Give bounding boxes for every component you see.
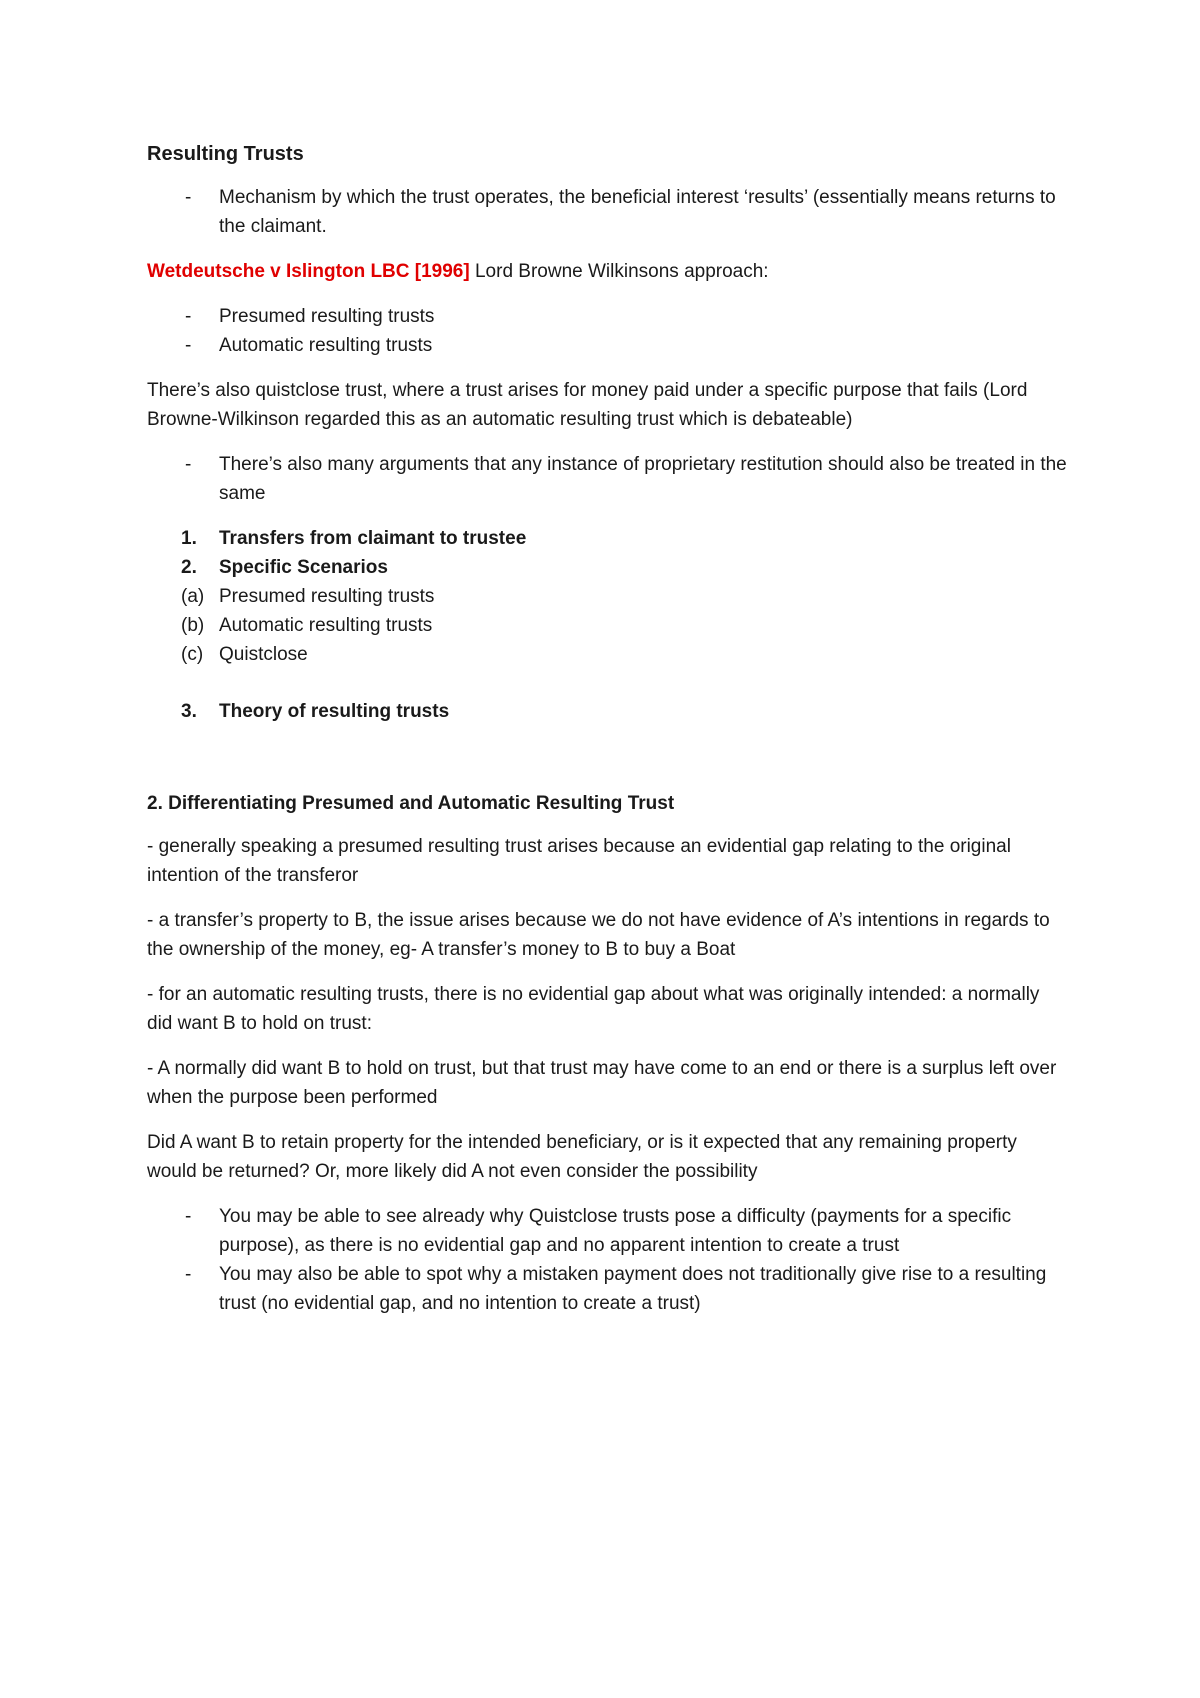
outline-subitem-c [147,640,1067,669]
outline-marker: (c) [181,644,204,665]
outline-subitem-a [147,582,1067,611]
document-title: Resulting Trusts [147,143,304,165]
dash-marker: - [185,1206,192,1227]
outline-marker: (a) [181,586,205,607]
dash-marker: - [185,306,192,327]
outline-list [147,524,1067,726]
section-bullet-list [147,1202,1067,1318]
case-citation: Wetdeutsche v Islington LBC [1996] [147,261,470,282]
outline-label: Automatic resulting trusts [219,615,433,636]
outline-label: Transfers from claimant to trustee [219,528,527,549]
outline-subitem-b [147,611,1067,640]
section-paragraph: - for an automatic resulting trusts, there is no evidential gap about what was originally intended: a normally did want B to hold on trust: [147,984,1040,1034]
outline-marker: 2. [181,557,197,578]
document-page [147,140,1067,1334]
outline-label: Quistclose [219,644,308,665]
bullet-text: You may also be able to spot why a mistaken payment does not traditionally give rise to a resulting trust (no evidential gap, and no intention to create a trust) [219,1264,1047,1314]
list-item [147,331,1067,360]
dash-marker: - [185,1264,192,1285]
bullet-text: Automatic resulting trusts [219,335,433,356]
section-paragraph: - A normally did want B to hold on trust, but that trust may have come to an end or there is a surplus left over when the purpose been performed [147,1058,1057,1108]
outline-item-3 [147,697,1067,726]
case-description: Lord Browne Wilkinsons approach: [469,261,769,282]
outline-label: Specific Scenarios [219,557,388,578]
approach-bullet-list [147,302,1067,360]
list-item [147,183,1067,241]
section-heading: 2. Differentiating Presumed and Automatic Resulting Trust [147,793,675,814]
bullet-text: Presumed resulting trusts [219,306,435,327]
intro-bullet-list [147,183,1067,241]
list-item [147,1260,1067,1318]
dash-marker: - [185,187,192,208]
list-item [147,302,1067,331]
outline-marker: 1. [181,528,197,549]
outline-item-1 [147,524,1067,553]
outline-marker: 3. [181,701,197,722]
dash-marker: - [185,454,192,475]
outline-item-2 [147,553,1067,582]
list-item [147,1202,1067,1260]
outline-label: Presumed resulting trusts [219,586,435,607]
quistclose-paragraph: There’s also quistclose trust, where a trust arises for money paid under a specific purpose that fails (Lord Browne-Wilkinson regarded this as an automatic resulting trust which is debateable) [147,380,1028,430]
bullet-text: There’s also many arguments that any instance of proprietary restitution should also be treated in the same [219,454,1067,504]
case-paragraph [147,257,1067,286]
outline-marker: (b) [181,615,205,636]
dash-marker: - [185,335,192,356]
bullet-text: You may be able to see already why Quistclose trusts pose a difficulty (payments for a specific purpose), as there is no evidential gap and no apparent intention to create a trust [219,1206,1012,1256]
restitution-bullet-list [147,450,1067,508]
outline-label: Theory of resulting trusts [219,701,450,722]
section-paragraph: Did A want B to retain property for the intended beneficiary, or is it expected that any remaining property would be returned? Or, more likely did A not even consider the possibility [147,1132,1017,1182]
list-item [147,450,1067,508]
section-paragraph: - generally speaking a presumed resulting trust arises because an evidential gap relating to the original intention of the transferor [147,836,1011,886]
bullet-text: Mechanism by which the trust operates, the beneficial interest ‘results’ (essentially means returns to the claimant. [219,187,1056,237]
section-paragraph: - a transfer’s property to B, the issue arises because we do not have evidence of A’s intentions in regards to the ownership of the money, eg- A transfer’s money to B to buy a Boat [147,910,1050,960]
